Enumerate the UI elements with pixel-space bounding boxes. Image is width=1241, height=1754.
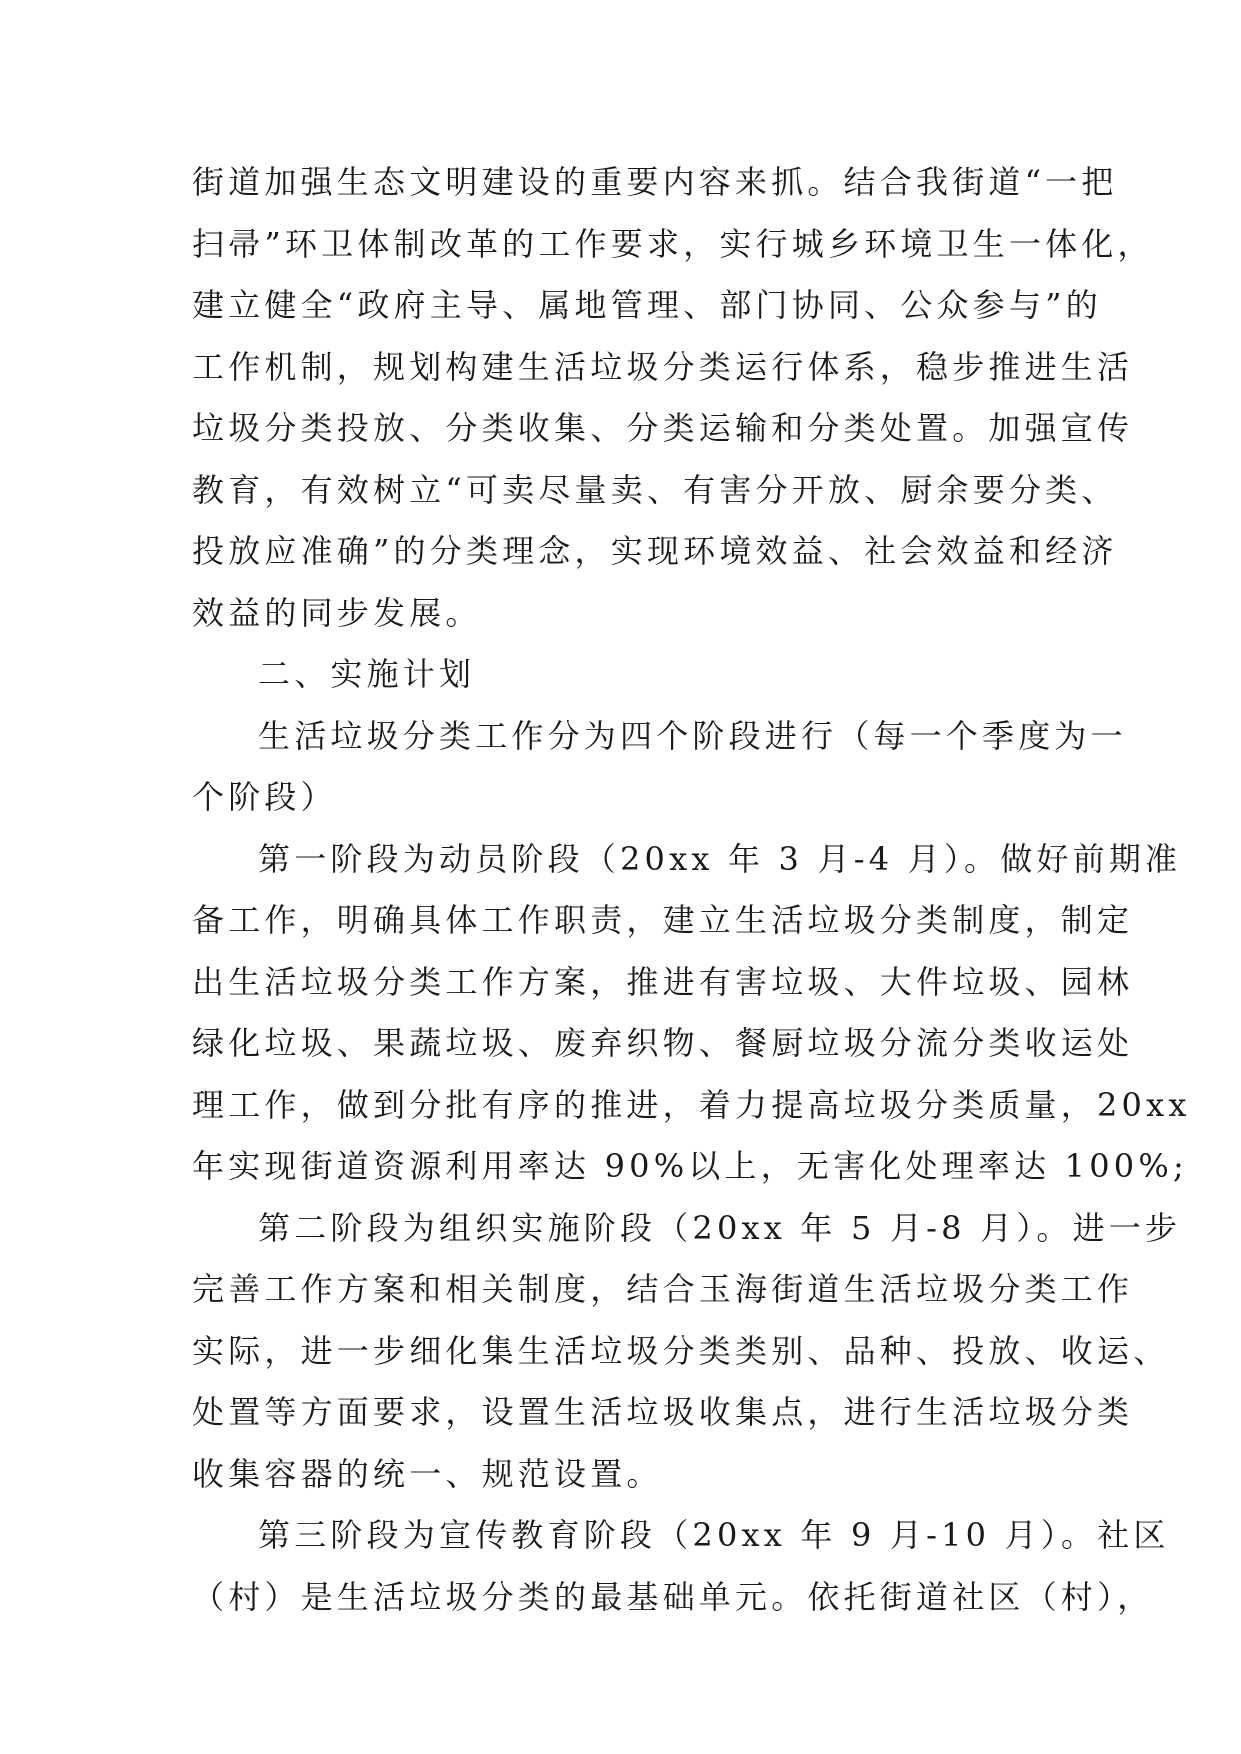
paragraph-line: 实际，进一步细化集生活垃圾分类类别、品种、投放、收运、	[192, 1331, 1170, 1370]
paragraph-line: 扫帚”环卫体制改革的工作要求，实行城乡环境卫生一体化，	[192, 224, 1154, 263]
paragraph-line: 出生活垃圾分类工作方案，推进有害垃圾、大件垃圾、园林	[192, 962, 1134, 1001]
paragraph-line: 生活垃圾分类工作分为四个阶段进行（每一个季度为一	[258, 716, 1127, 755]
paragraph-line: （村）是生活垃圾分类的最基础单元。依托街道社区（村），	[192, 1577, 1154, 1616]
paragraph-line: 教育，有效树立“可卖尽量卖、有害分开放、厨余要分类、	[192, 470, 1118, 509]
paragraph-line: 工作机制，规划构建生活垃圾分类运行体系，稳步推进生活	[192, 347, 1134, 386]
document-page	[192, 152, 1191, 1628]
paragraph-line: 第二阶段为组织实施阶段（20xx 年 5 月-8 月）。进一步	[258, 1208, 1182, 1247]
section-heading: 二、实施计划	[258, 655, 476, 693]
paragraph-line: 垃圾分类投放、分类收集、分类运输和分类处置。加强宣传	[192, 409, 1134, 447]
paragraph-line: 完善工作方案和相关制度，结合玉海街道生活垃圾分类工作	[192, 1270, 1134, 1308]
paragraph-line: 年实现街道资源利用率达 90%以上，无害化处理率达 100%;	[192, 1147, 1188, 1185]
paragraph-line: 第一阶段为动员阶段（20xx 年 3 月-4 月）。做好前期准	[258, 839, 1182, 878]
paragraph-line: 效益的同步发展。	[192, 593, 482, 632]
paragraph-line: 收集容器的统一、规范设置。	[192, 1454, 663, 1493]
paragraph-line: 投放应准确”的分类理念，实现环境效益、社会效益和经济	[192, 532, 1118, 570]
paragraph-line: 建立健全“政府主导、属地管理、部门协同、公众参与”的	[192, 286, 1102, 324]
paragraph-line: 街道加强生态文明建设的重要内容来抓。结合我街道“一把	[192, 163, 1118, 201]
paragraph-line: 理工作，做到分批有序的推进，着力提高垃圾分类质量，20xx	[192, 1085, 1191, 1124]
paragraph-line: 处置等方面要求，设置生活垃圾收集点，进行生活垃圾分类	[192, 1393, 1134, 1431]
paragraph-line: 第三阶段为宣传教育阶段（20xx 年 9 月-10 月）。社区	[258, 1516, 1170, 1554]
paragraph-line: 备工作，明确具体工作职责，建立生活垃圾分类制度，制定	[192, 901, 1134, 939]
paragraph-line: 绿化垃圾、果蔬垃圾、废弃织物、餐厨垃圾分流分类收运处	[192, 1024, 1134, 1062]
paragraph-line: 个阶段）	[192, 778, 337, 816]
